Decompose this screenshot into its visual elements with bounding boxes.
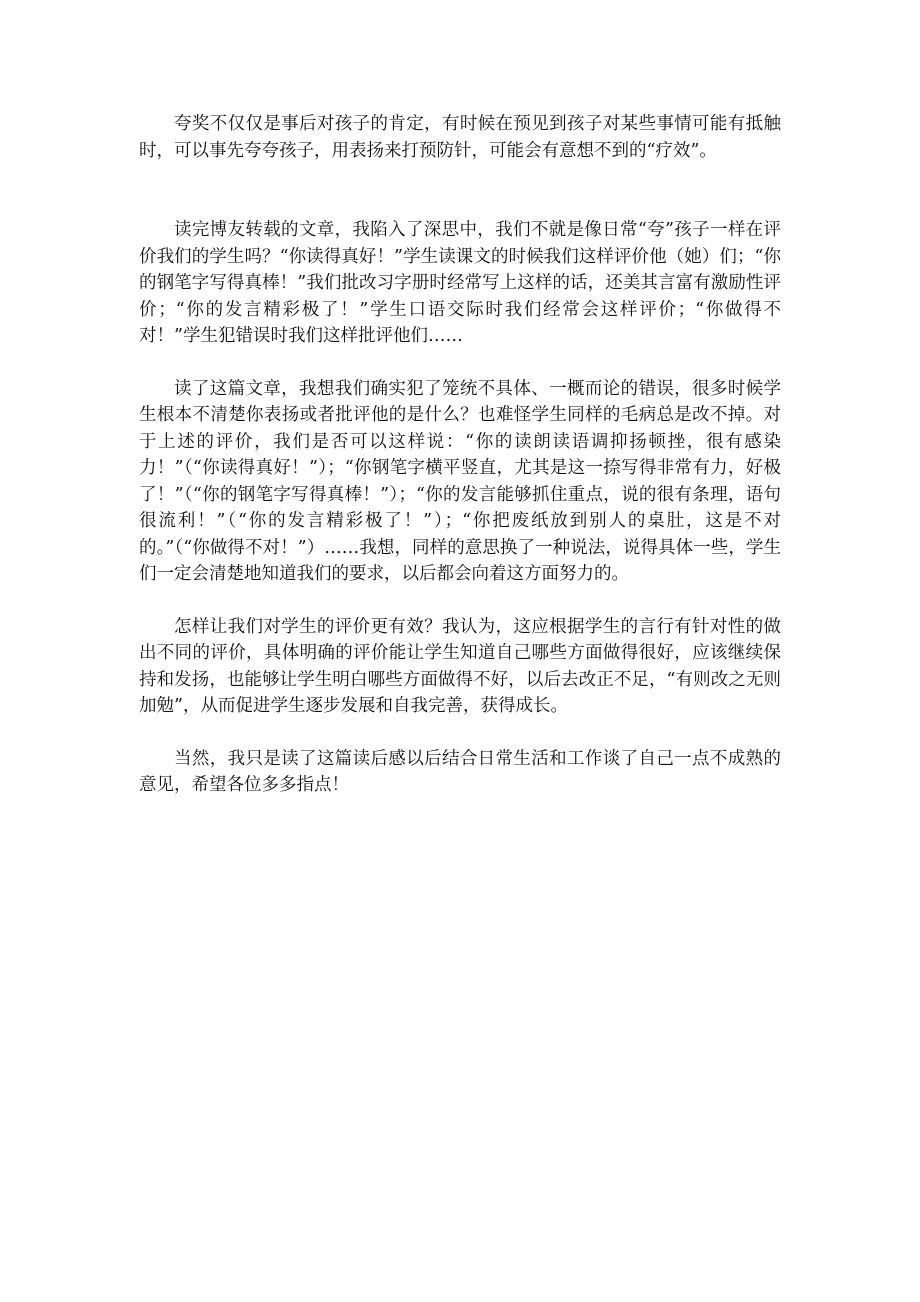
document-body	[139, 111, 781, 799]
paragraph-4: 怎样让我们对学生的评价更有效？我认为，这应根据学生的言行有针对性的做出不同的评价，具体明确的评价能让学生知道自己哪些方面做得很好，应该继续保持和发扬，也能够让学生明白哪些方面做得不好，以后去改正不足，“有则改之无则加勉”，从而促进学生逐步发展和自我完善，获得成长。	[139, 616, 781, 716]
paragraph-2: 读完博友转载的文章，我陷入了深思中，我们不就是像日常“夸”孩子一样在评价我们的学生吗？“你读得真好！”学生读课文的时候我们这样评价他（她）们；“你的钢笔字写得真棒！”我们批改习字册时经常写上这样的话，还美其言富有激励性评价；“你的发言精彩极了！”学生口语交际时我们经常会这样评价；“你做得不对！”学生犯错误时我们这样批评他们……	[139, 220, 781, 346]
paragraph-3: 读了这篇文章，我想我们确实犯了笼统不具体、一概而论的错误，很多时候学生根本不清楚你表扬或者批评他的是什么？也难怪学生同样的毛病总是改不掉。对于上述的评价，我们是否可以这样说：“你的读朗读语调抑扬顿挫，很有感染力！”（“你读得真好！”）；“你钢笔字横平竖直，尤其是这一捺写得非常有力，好极了！”（“你的钢笔字写得真棒！”）；“你的发言能够抓住重点，说的很有条理，语句很流利！”（“你的发言精彩极了！”）；“你把废纸放到别人的桌肚，这是不对的。”（“你做得不对！”）……我想，同样的意思换了一种说法，说得具体一些，学生们一定会清楚地知道我们的要求，以后都会向着这方面努力的。	[139, 378, 781, 584]
paragraph-5: 当然，我只是读了这篇读后感以后结合日常生活和工作谈了自己一点不成熟的意见，希望各位多多指点！	[139, 748, 781, 795]
paragraph-1: 夸奖不仅仅是事后对孩子的肯定，有时候在预见到孩子对某些事情可能有抵触时，可以事先夸夸孩子，用表扬来打预防针，可能会有意想不到的“疗效”。	[139, 114, 781, 161]
